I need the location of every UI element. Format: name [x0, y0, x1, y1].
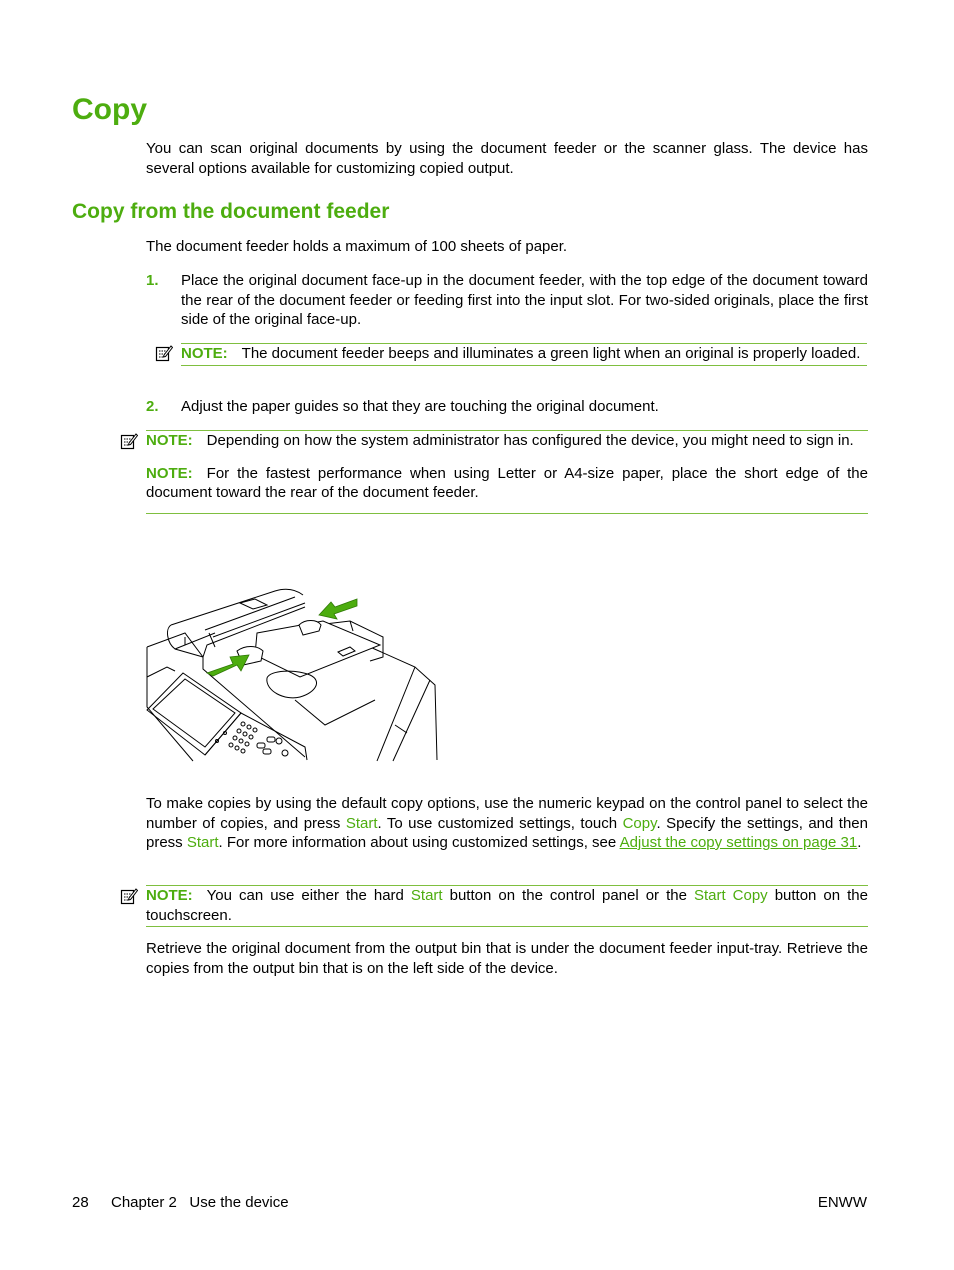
- text-span: You can use either the hard: [206, 887, 411, 904]
- text-span: . To use customized settings, touch: [377, 814, 623, 832]
- note-icon: [120, 432, 138, 450]
- text-span: . For more information about using customized settings, see: [218, 834, 620, 851]
- note-label: NOTE:: [146, 464, 193, 482]
- note-text: The document feeder beeps and illuminates a green light when an original is properly loaded.: [241, 345, 861, 362]
- note-sign-in: [146, 431, 868, 451]
- note-icon: [155, 344, 173, 362]
- note-icon: [120, 887, 138, 905]
- note-text: For the fastest performance when using Letter or A4-size paper, place the short edge of the document toward the rear of the document feeder.: [146, 464, 868, 501]
- page-number: 28: [72, 1194, 89, 1211]
- text-span: . Specify the settings, and then press: [146, 814, 868, 851]
- note-feeder-light: [181, 343, 867, 366]
- adjust-copy-settings-link[interactable]: Adjust the copy settings on page 31: [619, 834, 858, 851]
- start-term: Start: [345, 814, 378, 832]
- step-1: [146, 271, 868, 330]
- section-title: Copy from the document feeder: [72, 200, 390, 223]
- arrow-icon: [207, 655, 249, 676]
- note-label: NOTE:: [146, 887, 193, 904]
- page-title: Copy: [72, 93, 147, 126]
- note-group: [146, 430, 868, 514]
- step-number: 2.: [146, 398, 159, 415]
- chapter-label: Chapter 2 Use the device: [111, 1194, 289, 1211]
- text-span: button on the touchscreen.: [146, 887, 868, 924]
- text-span: .: [857, 834, 862, 851]
- arrow-icon: [319, 599, 357, 619]
- text-span: button on the control panel or the: [442, 887, 694, 904]
- step-text: Adjust the paper guides so that they are touching the original document.: [181, 398, 659, 415]
- step-number: 1.: [146, 272, 159, 289]
- note-label: NOTE:: [146, 432, 193, 449]
- start-copy-term: Start Copy: [693, 887, 768, 904]
- copy-term: Copy: [622, 814, 657, 832]
- copy-instructions: [146, 794, 868, 853]
- note-text: Depending on how the system administrator has configured the device, you might need to sign in.: [206, 432, 854, 449]
- note-start-buttons: [146, 885, 868, 927]
- text-span: To make copies by using the default copy options, use the numeric keypad on the control panel to select the number of copies, and press: [146, 795, 868, 832]
- doc-code: ENWW: [817, 1194, 867, 1211]
- note-label: NOTE:: [181, 345, 228, 362]
- start-term: Start: [410, 887, 443, 904]
- step-2: [146, 397, 868, 417]
- start-term: Start: [186, 834, 219, 851]
- step-text: Place the original document face-up in the document feeder, with the top edge of the document toward the rear of the document feeder or feeding first into the input slot. For two-sided originals, place the first side of the original face-up.: [181, 272, 868, 328]
- retrieve-paragraph: Retrieve the original document from the output bin that is under the document feeder input-tray. Retrieve the copies from the output bin that is on the left side of the device.: [146, 940, 868, 977]
- feeder-capacity-text: The document feeder holds a maximum of 100 sheets of paper.: [146, 238, 568, 255]
- intro-paragraph: You can scan original documents by using the document feeder or the scanner glass. The device has several options available for customizing copied output.: [146, 140, 868, 177]
- note-performance: [146, 464, 868, 503]
- document-feeder-illustration: [145, 585, 440, 763]
